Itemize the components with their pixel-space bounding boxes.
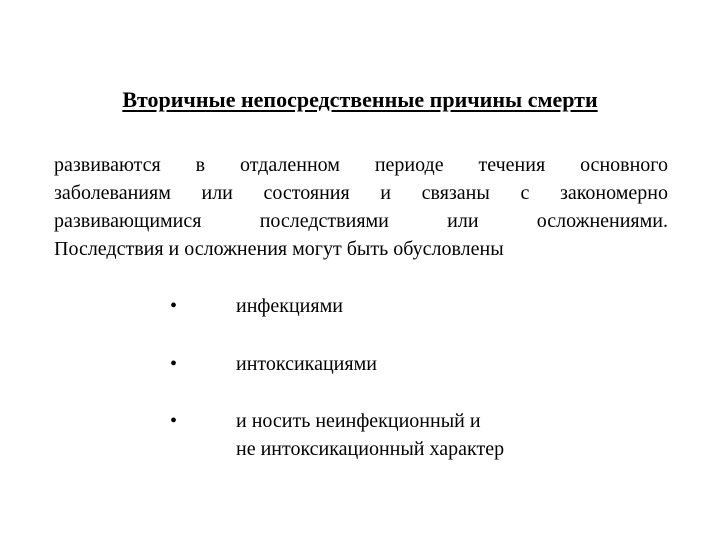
body-paragraph <box>54 151 668 263</box>
bullet-marker: • <box>170 410 178 432</box>
bullet-line: не интоксикационный характер <box>236 438 505 460</box>
paragraph-line: развивающимися последствиями или осложнениями. <box>54 210 668 232</box>
slide-title: Вторичные непосредственные причины смерти <box>122 87 598 112</box>
bullet-text <box>236 350 377 378</box>
bullet-text <box>236 292 343 320</box>
paragraph-line: развиваются в отдаленном периоде течения основного <box>54 154 668 176</box>
bullet-marker: • <box>170 295 178 317</box>
paragraph-line: заболеваниям или состояния и связаны с закономерно <box>54 182 668 204</box>
bullet-marker: • <box>170 353 178 375</box>
bullet-line: и носить неинфекционный и <box>236 410 481 432</box>
bullet-text <box>236 407 504 463</box>
bullet-line: интоксикациями <box>236 353 377 375</box>
paragraph-line: Последствия и осложнения могут быть обусловлены <box>54 238 504 260</box>
bullet-line: инфекциями <box>236 295 343 317</box>
